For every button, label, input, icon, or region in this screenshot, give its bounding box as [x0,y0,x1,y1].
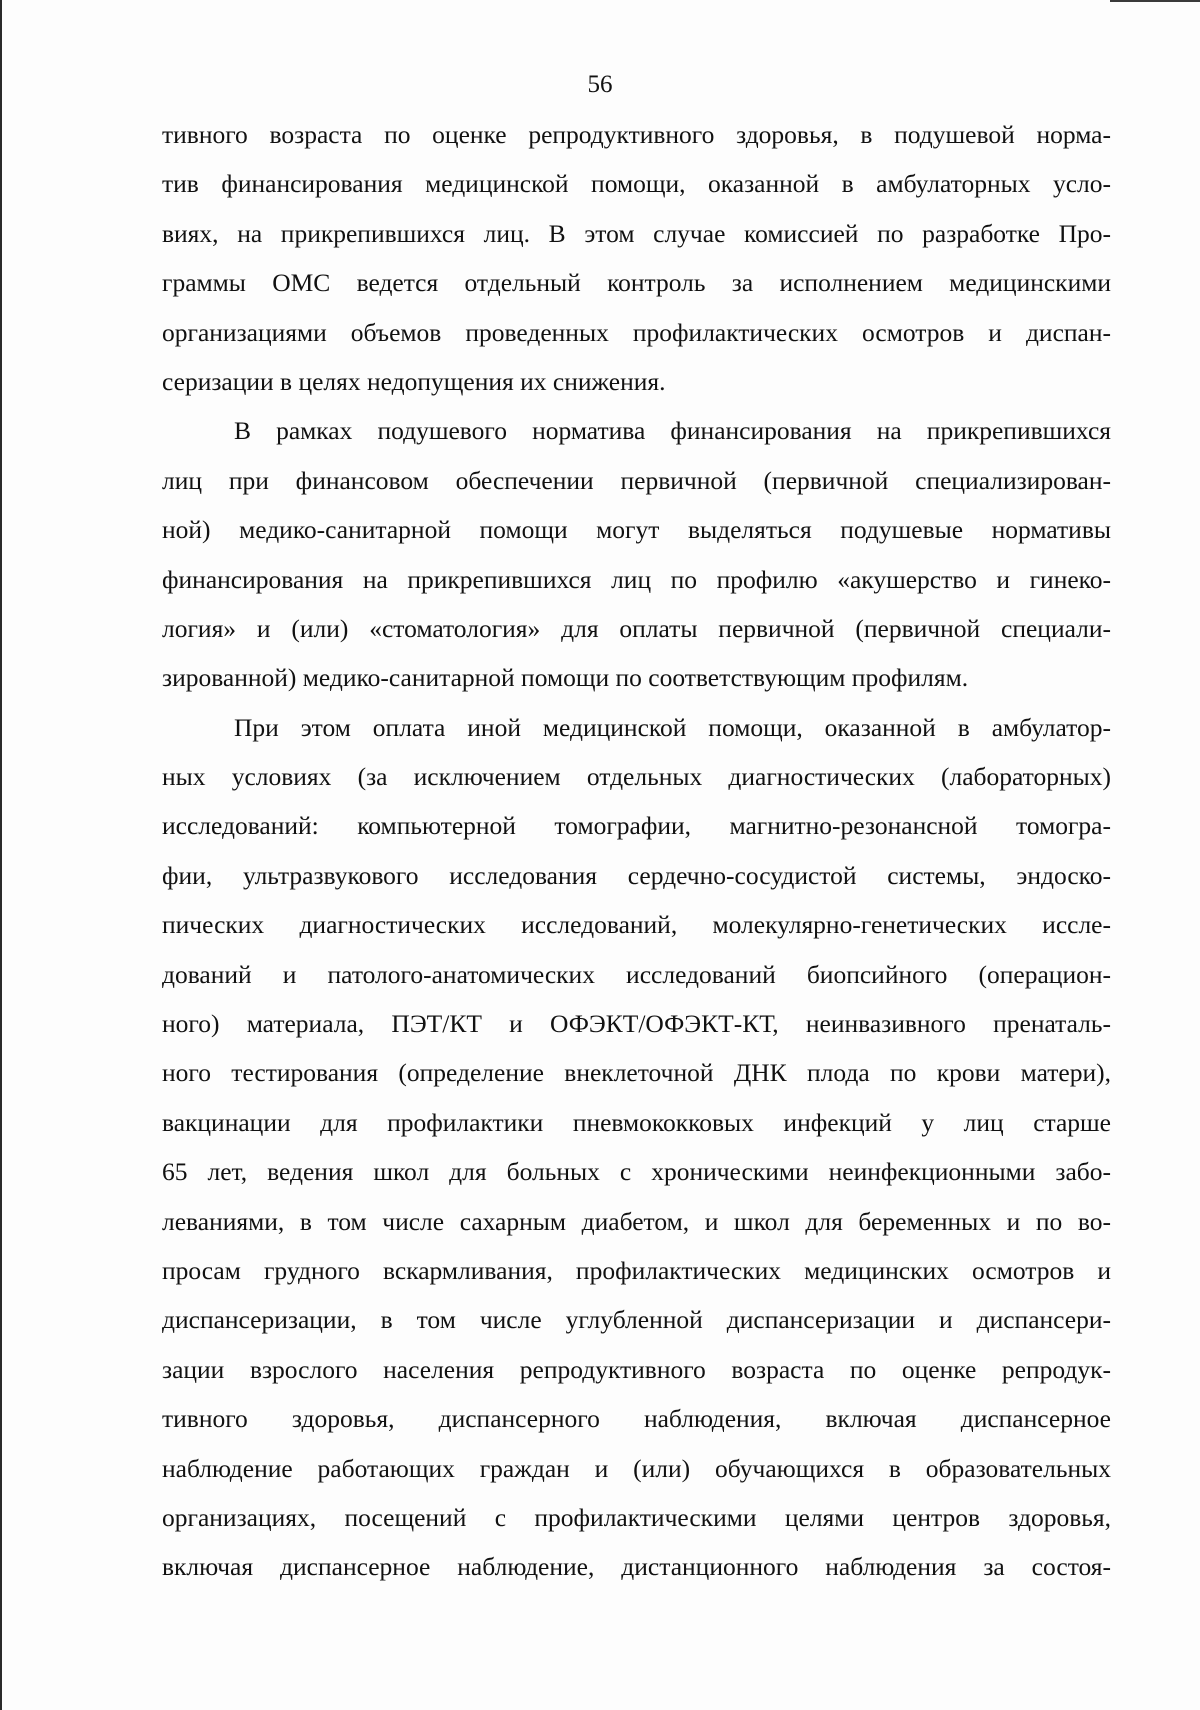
text-line: При этом оплата иной медицинской помощи, оказанной в амбулатор- [234,712,1111,742]
paragraph-1 [162,110,1111,406]
text-line: тивного возраста по оценке репродуктивного здоровья, в подушевой норма- [162,120,1111,149]
text-line: диспансеризации, в том числе углубленной диспансеризации и диспансери- [162,1305,1111,1335]
text-line: наблюдение работающих граждан и (или) обучающихся в образовательных [162,1453,1111,1483]
text-line: просам грудного вскармливания, профилактических медицинских осмотров и [162,1255,1111,1285]
text-line: включая диспансерное наблюдение, дистанционного наблюдения за состоя- [162,1552,1111,1582]
text-line: 65 лет, ведения школ для больных с хроническими неинфекционными забо- [162,1157,1111,1187]
text-line: финансирования на прикрепившихся лиц по профилю «акушерство и гинеко- [162,564,1111,594]
text-line: серизации в целях недопущения их снижения. [162,366,666,396]
paragraph-2 [162,406,1111,702]
text-line: ного) материала, ПЭТ/КТ и ОФЭКТ/ОФЭКТ-КТ, неинвазивного пренаталь- [162,1009,1111,1039]
text-line: граммы ОМС ведется отдельный контроль за исполнением медицинскими [162,268,1111,298]
text-line: пических диагностических исследований, молекулярно-генетических иссле- [162,910,1111,940]
text-line: организациями объемов проведенных профилактических осмотров и диспан- [162,317,1111,347]
text-line: леваниями, в том числе сахарным диабетом, и школ для беременных и по во- [162,1206,1111,1236]
text-line: организациях, посещений с профилактическими целями центров здоровья, [162,1502,1111,1532]
page-number: 56 [587,71,613,98]
text-line: исследований: компьютерной томографии, магнитно-резонансной томогра- [162,811,1111,841]
text-line: вакцинации для профилактики пневмококковых инфекций у лиц старше [162,1107,1111,1137]
text-line: зированной) медико-санитарной помощи по соответствующим профилям. [162,663,969,693]
text-line: тив финансирования медицинской помощи, оказанной в амбулаторных усло- [162,169,1111,199]
text-line: ной) медико-санитарной помощи могут выделяться подушевые нормативы [162,515,1111,545]
scan-edge-top [1110,0,1200,2]
text-line: лиц при финансовом обеспечении первичной (первичной специализирован- [162,465,1111,495]
paragraph-3 [162,703,1111,1592]
text-line: ного тестирования (определение внеклеточной ДНК плода по крови матери), [162,1058,1111,1088]
body-text [162,110,1111,1592]
text-line: фии, ультразвукового исследования сердечно-сосудистой системы, эндоско- [162,860,1111,890]
text-line: зации взрослого населения репродуктивного возраста по оценке репродук- [162,1354,1111,1384]
text-line: ных условиях (за исключением отдельных диагностических (лабораторных) [162,762,1111,792]
text-line: В рамках подушевого норматива финансирования на прикрепившихся [234,416,1111,446]
text-line: дований и патолого-анатомических исследований биопсийного (операцион- [162,959,1111,989]
text-line: виях, на прикрепившихся лиц. В этом случае комиссией по разработке Про- [162,218,1111,248]
text-line: логия» и (или) «стоматология» для оплаты первичной (первичной специали- [162,613,1111,643]
scan-edge-left [0,0,2,1710]
text-line: тивного здоровья, диспансерного наблюдения, включая диспансерное [162,1404,1111,1434]
